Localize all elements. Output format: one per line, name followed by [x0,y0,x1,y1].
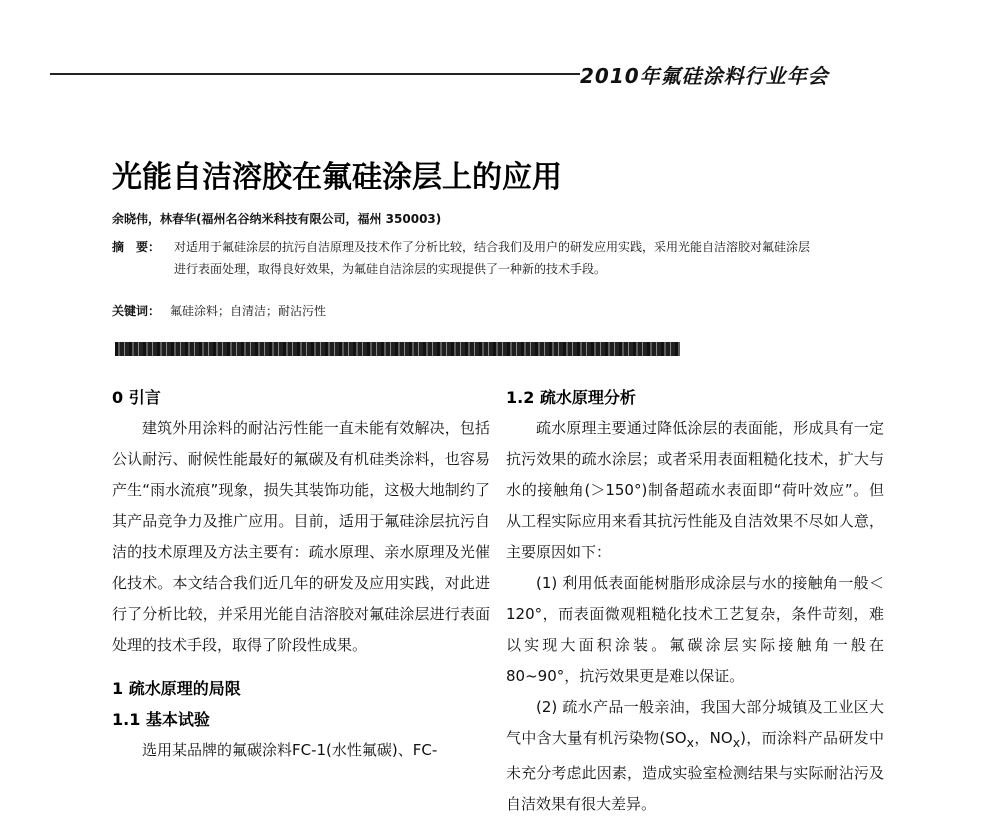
keywords [112,302,712,319]
section-0-paragraph: 建筑外用涂料的耐沾污性能一直未能有效解决，包括公认耐污、耐候性能最好的氟碳及有机硅类涂料，也容易产生“雨水流痕”现象，损失其装饰功能，这极大地制约了其产品竞争力及推广应用。目前，适用于氟硅涂层抗污自洁的技术原理及方法主要有：疏水原理、亲水原理及光催化技术。本文结合我们近几年的研发及应用实践，对此进行了分析比较，并采用光能自洁溶胶对氟硅涂层进行表面处理的技术手段，取得了阶段性成果。 [112,419,490,654]
left-column [112,382,490,766]
abstract-label: 摘 要： [112,240,161,254]
keywords-text: 氟硅涂料；自清洁；耐沾污性 [170,304,327,318]
right-column [506,382,884,820]
header-rule [50,73,580,75]
authors: 余晓伟，林春华(福州名谷纳米科技有限公司，福州 350003) [112,212,442,226]
reason-2-paragraph: (2) 疏水产品一般亲油，我国大部分城镇及工业区大气中含大量有机污染物($SO_x$，$NO_x$)，而涂料产品研发中未充分考虑此因素，造成实验室检测结果与实际耐沾污及自洁效果有很大差异。 [506,698,885,813]
section-1-2-heading: 1.2 疏水原理分析 [506,388,636,407]
section-1-2-paragraph: 疏水原理主要通过降低涂层的表面能，形成具有一定抗污效果的疏水涂层；或者采用表面粗糙化技术，扩大与水的接触角(＞150°)制备超疏水表面即“荷叶效应”。但从工程实际应用来看其抗污性能及自洁效果不尽如人意，主要原因如下： [506,419,884,561]
section-1-1-paragraph: 选用某品牌的氟碳涂料FC-1(水性氟碳)、FC- [142,741,438,759]
conference-header: 2010年氟硅涂料行业年会 [580,64,829,88]
scan-noise-band [115,342,680,356]
keywords-label: 关键词： [112,304,161,318]
section-0-heading: 0 引言 [112,388,161,407]
section-1-1-heading: 1.1 基本试验 [112,710,210,729]
reason-1-paragraph: (1) 利用低表面能树脂形成涂层与水的接触角一般＜120°，而表面微观粗糙化技术工艺复杂，条件苛刻，难以实现大面积涂装。氟碳涂层实际接触角一般在80~90°，抗污效果更是难以保证。 [506,574,884,685]
abstract-text: 对适用于氟硅涂层的抗污自洁原理及技术作了分析比较，结合我们及用户的研发应用实践，采用光能自洁溶胶对氟硅涂层进行表面处理，取得良好效果，为氟硅自洁涂层的实现提供了一种新的技术手段。 [174,240,811,276]
section-1-heading: 1 疏水原理的局限 [112,679,241,698]
paper-title: 光能自洁溶胶在氟硅涂层上的应用 [112,160,562,195]
